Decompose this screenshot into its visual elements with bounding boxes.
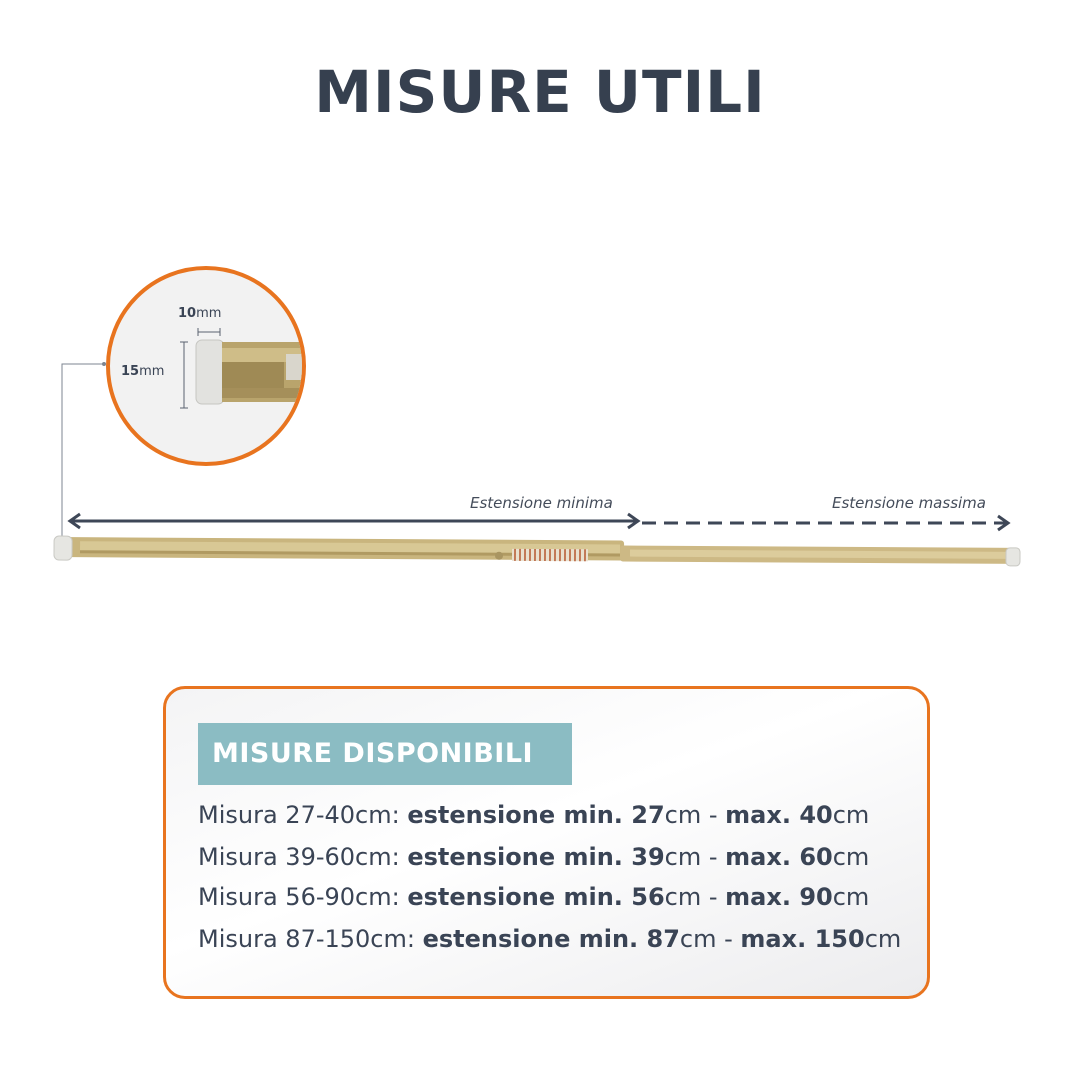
- size-label: Misura 87-150cm:: [198, 925, 415, 953]
- size-unit: cm -: [664, 843, 726, 871]
- size-row: [198, 843, 869, 871]
- page-title: MISURE UTILI: [314, 58, 766, 126]
- size-unit: cm -: [679, 925, 741, 953]
- size-max: max. 90: [725, 883, 833, 911]
- size-unit: cm: [832, 801, 870, 829]
- spring-icon: [512, 549, 588, 561]
- size-max: max. 40: [725, 801, 833, 829]
- size-label: Misura 39-60cm:: [198, 843, 400, 871]
- size-min: estensione min. 27: [407, 801, 665, 829]
- size-unit: cm -: [664, 801, 726, 829]
- size-unit: cm: [832, 883, 870, 911]
- size-min: estensione min. 56: [407, 883, 665, 911]
- size-unit: cm -: [664, 883, 726, 911]
- size-max: max. 60: [725, 843, 833, 871]
- width-value: 10: [178, 306, 197, 321]
- available-sizes-heading: MISURE DISPONIBILI: [198, 723, 572, 785]
- min-extension-label: Estensione minima: [470, 494, 613, 512]
- size-unit: cm: [864, 925, 902, 953]
- zoom-detail-circle: [106, 266, 306, 466]
- size-max: max. 150: [740, 925, 865, 953]
- max-extension-label: Estensione massima: [832, 494, 986, 512]
- height-unit: mm: [139, 364, 165, 379]
- height-value: 15: [121, 364, 140, 379]
- size-min: estensione min. 87: [422, 925, 680, 953]
- size-min: estensione min. 39: [407, 843, 665, 871]
- available-sizes-panel: [163, 686, 930, 999]
- size-label: Misura 56-90cm:: [198, 883, 400, 911]
- size-row: [198, 801, 869, 829]
- leader-line: [62, 364, 104, 545]
- size-unit: cm: [832, 843, 870, 871]
- size-label: Misura 27-40cm:: [198, 801, 400, 829]
- width-unit: mm: [196, 306, 222, 321]
- height-dimension: [121, 364, 164, 379]
- tension-rod: [54, 536, 1020, 566]
- size-row: [198, 883, 869, 911]
- width-dimension: [178, 306, 221, 321]
- size-row: [198, 925, 901, 953]
